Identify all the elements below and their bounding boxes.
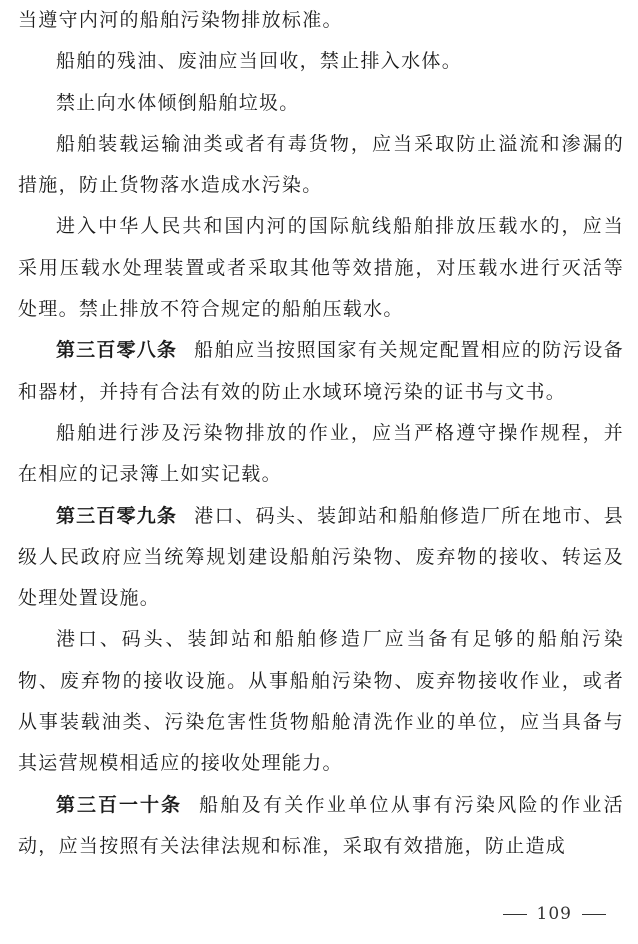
- page-number-dash-right: [582, 914, 606, 915]
- paragraph-3: 禁止向水体倾倒船舶垃圾。: [56, 91, 300, 114]
- page-number-dash-left: [503, 914, 527, 915]
- article-308: 第三百零八条 船舶应当按照国家有关规定配置相应的防污设备和器材，并持有合法有效的防止水域环境污染的证书与文书。: [18, 339, 624, 403]
- paragraph-1: 当遵守内河的船舶污染物排放标准。: [18, 9, 343, 31]
- article-309: 第三百零九条 港口、码头、装卸站和船舶修造厂所在地市、县级人民政府应当统筹规划建设船舶污染物、废弃物的接收、转运及处理处置设施。: [18, 504, 624, 610]
- article-310: 第三百一十条 船舶及有关作业单位从事有污染风险的作业活动，应当按照有关法律法规和标准，采取有效措施，防止造成: [18, 793, 624, 857]
- paragraph-4: 船舶装载运输油类或者有毒货物，应当采取防止溢流和渗漏的措施，防止货物落水造成水污染。: [18, 132, 624, 197]
- paragraph-7: 船舶进行涉及污染物排放的作业，应当严格遵守操作规程，并在相应的记录簿上如实记载。: [18, 421, 624, 486]
- document-body: [18, 0, 624, 867]
- paragraph-5: 进入中华人民共和国内河的国际航线船舶排放压载水的，应当采用压载水处理装置或者采取其他等效措施，对压载水进行灭活等处理。禁止排放不符合规定的船舶压载水。: [18, 215, 624, 321]
- article-number: 第三百一十条: [56, 793, 182, 816]
- page-number-value: 109: [536, 904, 572, 924]
- article-number: 第三百零九条: [56, 504, 178, 527]
- paragraph-9: 港口、码头、装卸站和船舶修造厂应当备有足够的船舶污染物、废弃物的接收设施。从事船舶污染物、废弃物接收作业，或者从事装载油类、污染危害性货物船舱清洗作业的单位，应当具备与其运营规模相适应的接收处理能力。: [18, 628, 624, 775]
- article-number: 第三百零八条: [56, 339, 178, 362]
- page-number: [493, 904, 616, 924]
- paragraph-2: 船舶的残油、废油应当回收，禁止排入水体。: [56, 50, 463, 73]
